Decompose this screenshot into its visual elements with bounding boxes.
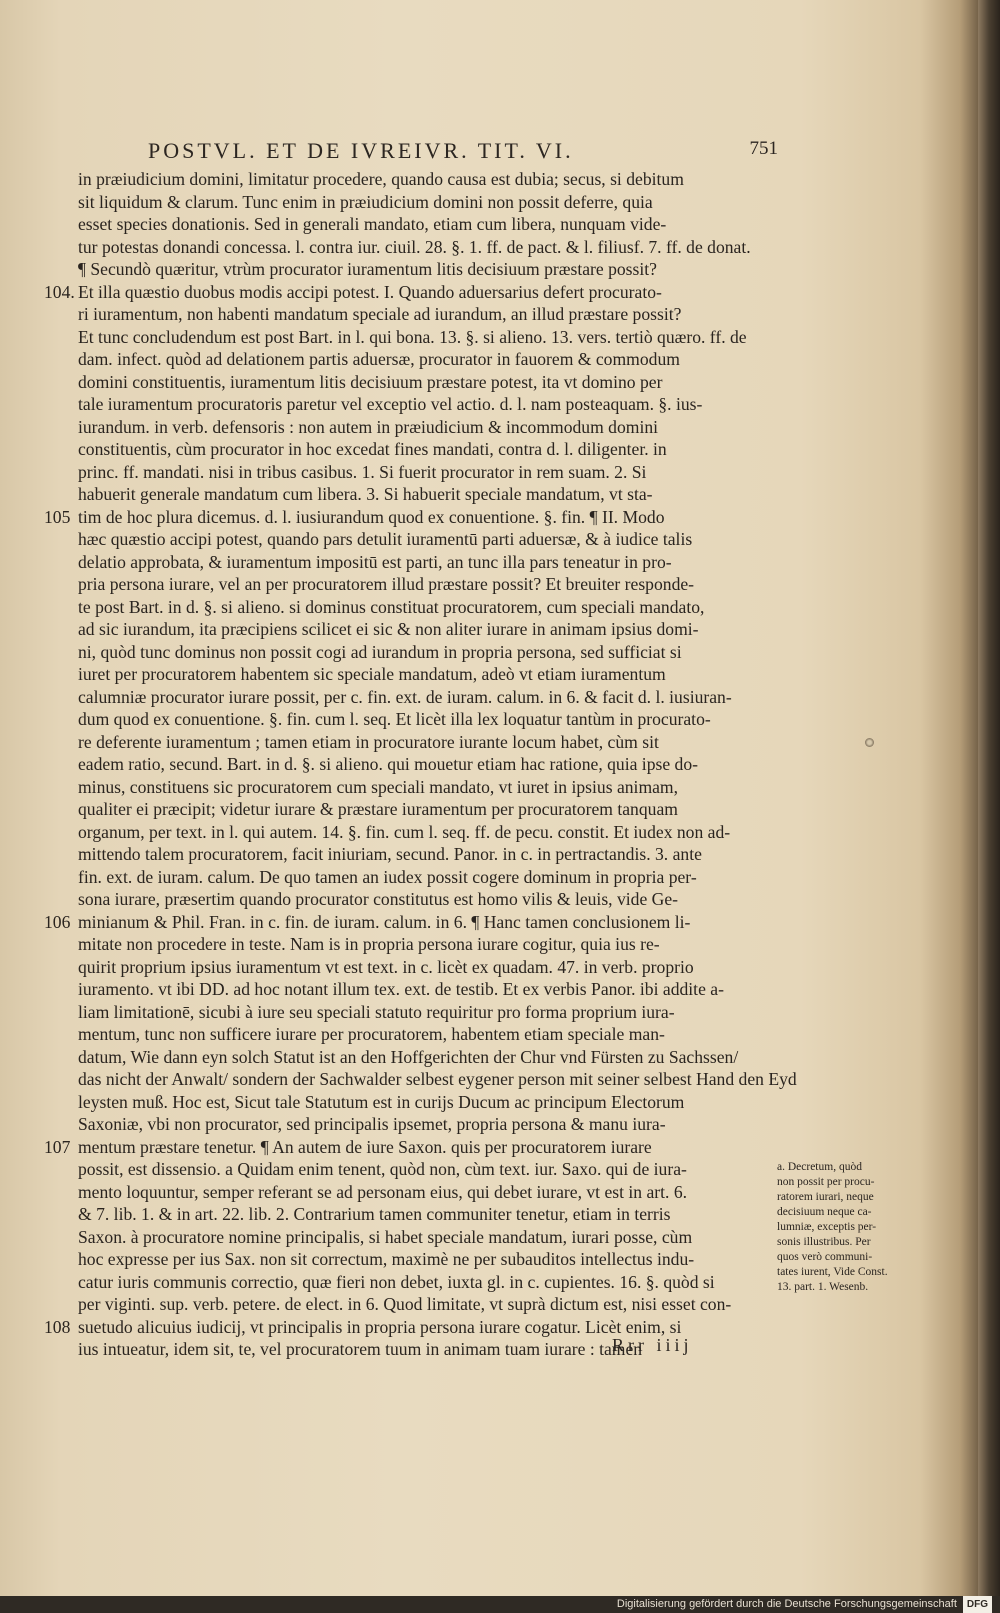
line-text: organum, per text. in l. qui autem. 14. §. fin. cum l. seq. ff. de pecu. constit. Et iudex non ad- — [78, 821, 731, 842]
text-line — [78, 438, 768, 461]
line-text: leysten muß. Hoc est, Sicut tale Statutum est in curijs Ducum ac principum Electorum — [78, 1091, 685, 1112]
text-line — [78, 1248, 768, 1271]
text-line — [78, 798, 768, 821]
text-line — [78, 1113, 768, 1136]
line-text: re deferente iuramentum ; tamen etiam in procuratore iurante locum habet, cùm sit — [78, 731, 659, 752]
text-line — [78, 866, 768, 889]
text-line — [78, 956, 768, 979]
text-line — [78, 213, 768, 236]
line-text: Et illa quæstio duobus modis accipi potest. I. Quando aduersarius defert procurato- — [78, 281, 662, 302]
line-text: Saxoniæ, vbi non procurator, sed principalis ipsemet, propria persona & manu iura- — [78, 1114, 666, 1134]
line-text: Et tunc concludendum est post Bart. in l. qui bona. 13. §. si alieno. 13. vers. tertiò quæro. ff. de — [78, 326, 747, 347]
margin-note-line: 13. part. 1. Wesenb. — [777, 1281, 869, 1293]
line-text: mentum præstare tenetur. ¶ An autem de iure Saxon. quis per procuratorem iurare — [78, 1136, 652, 1157]
text-line — [78, 281, 768, 304]
line-text: minianum & Phil. Fran. in c. fin. de iuram. calum. in 6. ¶ Hanc tamen conclusionem li- — [78, 911, 691, 932]
text-line — [78, 708, 768, 731]
text-line — [78, 236, 768, 259]
line-text: sit liquidum & clarum. Tunc enim in præiudicium domini non possit deferre, quia — [78, 191, 653, 212]
text-line — [78, 911, 768, 934]
text-line — [78, 1181, 768, 1204]
text-line — [78, 191, 768, 214]
line-text: catur iuris communis correctio, quæ fieri non debet, iuxta gl. in c. cupientes. 16. §. quòd si — [78, 1271, 715, 1292]
line-text: hoc expresse per ius Sax. non sit correctum, maximè ne per subauditos intellectus indu- — [78, 1249, 695, 1269]
text-line — [78, 573, 768, 596]
line-text: datum, Wie dann eyn solch Statut ist an den Hoffgerichten der Chur vnd Fürsten zu Sachssen/ — [78, 1046, 739, 1067]
margin-note-line: sonis illustribus. Per — [777, 1236, 871, 1248]
line-text: fin. ext. de iuram. calum. De quo tamen an iudex possit cogere dominum in propria per- — [78, 866, 697, 887]
line-text: pria persona iurare, vel an per procuratorem illud præstare possit? Et breuiter responde- — [78, 574, 695, 594]
text-line — [78, 303, 768, 326]
text-line — [78, 1226, 768, 1249]
text-line — [78, 326, 768, 349]
line-text: dum quod ex conuentione. §. fin. cum l. seq. Et licèt illa lex loquatur tantùm in procurato- — [78, 709, 711, 729]
margin-note-line: a. Decretum, quòd — [777, 1161, 862, 1173]
line-text: mentum, tunc non sufficere iurare per procuratorem, habentem etiam speciale man- — [78, 1024, 665, 1044]
line-text: tim de hoc plura dicemus. d. l. iusiurandum quod ex conuentione. §. fin. ¶ II. Modo — [78, 506, 665, 527]
line-text: Saxon. à procuratore nomine principalis, si habet speciale mandatum, iurari posse, cùm — [78, 1226, 693, 1247]
line-text: hæc quæstio accipi potest, quando pars detulit iuramentū parti aduersæ, & à iudice talis — [78, 529, 693, 549]
line-text: domini constituentis, iuramentum litis decisiuum præstare potest, ita vt domino per — [78, 371, 663, 392]
text-line — [78, 1293, 768, 1316]
line-text: suetudo alicuius iudicij, vt principalis in propria persona iurare cogatur. Licèt enim, si — [78, 1316, 682, 1337]
text-line — [78, 348, 768, 371]
line-text: dam. infect. quòd ad delationem partis aduersæ, procurator in fauorem & commodum — [78, 349, 680, 369]
text-line — [78, 258, 768, 281]
text-line — [78, 978, 768, 1001]
signature-mark: Rrr iiij — [612, 1335, 693, 1355]
text-line — [78, 686, 768, 709]
text-line — [78, 1271, 768, 1294]
line-text: sona iurare, præsertim quando procurator constitutus est homo vilis & leuis, vide Ge- — [78, 889, 679, 909]
running-header — [148, 138, 778, 164]
line-text: eadem ratio, secund. Bart. in d. §. si alieno. qui mouetur etiam hac ratione, quia ipse do- — [78, 754, 698, 774]
line-text: ad sic iurandum, ita præcipiens scilicet ei sic & non aliter iurare in animam ipsius domi- — [78, 619, 699, 639]
margin-note-line: lumniæ, exceptis per- — [777, 1221, 877, 1233]
text-line — [78, 641, 768, 664]
line-text: qualiter ei præcipit; videtur iurare & præstare iuramentum per procuratorem tanquam — [78, 799, 678, 819]
line-text: mittendo talem procuratorem, facit iniuriam, secund. Panor. in c. in pertractandis. 3. ante — [78, 844, 702, 864]
text-line — [78, 888, 768, 911]
text-line — [78, 1001, 768, 1024]
digitization-footer — [0, 1596, 1000, 1613]
text-line — [78, 731, 768, 754]
line-text: constituentis, cùm procurator in hoc excedat fines mandati, contra d. l. diligenter. in — [78, 439, 667, 459]
text-line — [78, 393, 768, 416]
line-text: tur potestas donandi concessa. l. contra iur. ciuil. 28. §. 1. ff. de pact. & l. filiusf. 7. ff. de donat. — [78, 236, 751, 257]
line-text: delatio approbata, & iuramentum impositū est parti, an tunc illa pars teneatur in pro- — [78, 551, 672, 572]
line-text: & 7. lib. 1. & in art. 22. lib. 2. Contrarium tamen communiter tenetur, etiam in terris — [78, 1204, 671, 1224]
text-line — [78, 506, 768, 529]
text-line — [78, 753, 768, 776]
text-line — [78, 1091, 768, 1114]
line-text: ri iuramentum, non habenti mandatum speciale ad iurandum, an illud præstare possit? — [78, 304, 682, 324]
line-text: ¶ Secundò quæritur, vtrùm procurator iuramentum litis decisiuum præstare possit? — [78, 259, 657, 279]
text-line — [78, 416, 768, 439]
folio-number: 751 — [749, 138, 778, 159]
dfg-logo: DFG — [963, 1596, 992, 1613]
text-line — [78, 461, 768, 484]
line-text: mento loquuntur, semper referant se ad personam eius, qui debet iurare, vt est in art. 6. — [78, 1181, 688, 1202]
line-text: das nicht der Anwalt/ sondern der Sachwalder selbest eygener person mit seiner selbest Hand den Eyd — [78, 1069, 797, 1089]
text-line — [78, 663, 768, 686]
line-text: possit, est dissensio. a Quidam enim tenent, quòd non, cùm text. iur. Saxo. qui de iura- — [78, 1159, 687, 1179]
footer-text: Digitalisierung gefördert durch die Deutsche Forschungsgemeinschaft — [616, 1598, 957, 1610]
text-line — [78, 1046, 768, 1069]
text-line — [78, 596, 768, 619]
line-text: minus, constituens sic procuratorem cum speciali mandato, vt iuret in ipsius animam, — [78, 776, 679, 797]
line-text: ius intueatur, idem sit, te, vel procuratorem tuum in animam tuam iurare : tamen — [78, 1339, 643, 1359]
margin-note — [777, 1160, 897, 1295]
text-line — [78, 168, 768, 191]
text-line — [78, 933, 768, 956]
line-text: quirit proprium ipsius iuramentum vt est text. in c. licèt ex quadam. 47. in verb. proprio — [78, 956, 694, 977]
line-text: liam limitationē, sicubi à iure seu speciali statuto requiritur pro forma proprium iura- — [78, 1001, 675, 1022]
text-line — [78, 1136, 768, 1159]
text-line — [78, 1023, 768, 1046]
line-text: te post Bart. in d. §. si alieno. si dominus constituat procuratorem, cum speciali mandato, — [78, 596, 705, 617]
text-line — [78, 371, 768, 394]
text-line — [78, 1203, 768, 1226]
line-text: ni, quòd tunc dominus non possit cogi ad iurandum in propria persona, sed sufficiat si — [78, 641, 682, 662]
margin-note-line: decisiuum neque ca- — [777, 1206, 872, 1218]
main-text-column — [78, 168, 797, 1361]
text-line — [78, 1158, 768, 1181]
paper-spot — [865, 738, 874, 747]
line-text: esset species donationis. Sed in generali mandato, etiam cum libera, nunquam vide- — [78, 214, 667, 234]
margin-note-line: ratorem iurari, neque — [777, 1191, 874, 1203]
line-text: in præiudicium domini, limitatur procedere, quando causa est dubia; secus, si debitum — [78, 169, 684, 189]
line-text: habuerit generale mandatum cum libera. 3. Si habuerit speciale mandatum, vt sta- — [78, 484, 653, 504]
line-text: mitate non procedere in teste. Nam is in propria persona iurare cogitur, quia ius re- — [78, 934, 660, 954]
line-text: tale iuramentum procuratoris paretur vel exceptio vel actio. d. l. nam posteaquam. §. ius- — [78, 394, 703, 414]
line-text: calumniæ procurator iurare possit, per c. fin. ext. de iuram. calum. in 6. & facit d. l. iusiuran- — [78, 686, 732, 707]
line-text: iurandum. in verb. defensoris : non autem in præiudicium & incommodum domini — [78, 416, 659, 437]
text-line — [78, 1068, 797, 1091]
line-text: per viginti. sup. verb. petere. de elect. in 6. Quod limitate, vt suprà dictum est, nisi esset con- — [78, 1294, 732, 1314]
text-line — [78, 821, 768, 844]
text-line — [78, 776, 768, 799]
text-line — [78, 551, 768, 574]
text-line — [78, 483, 768, 506]
line-text: iuret per procuratorem habentem sic speciale mandatum, adeò vt etiam iuramentum — [78, 664, 666, 684]
running-title: POSTVL. ET DE IVREIVR. TIT. VI. — [148, 138, 574, 163]
text-line — [78, 528, 768, 551]
margin-note-line: non possit per procu- — [777, 1176, 875, 1188]
line-text: princ. ff. mandati. nisi in tribus casibus. 1. Si fuerit procurator in rem suam. 2. Si — [78, 461, 647, 482]
text-line — [78, 843, 768, 866]
margin-note-line: tates iurent, Vide Const. — [777, 1266, 888, 1278]
margin-note-line: quos verò communi- — [777, 1251, 873, 1263]
line-text: iuramento. vt ibi DD. ad hoc notant illum tex. ext. de testib. Et ex verbis Panor. ibi addite a- — [78, 979, 724, 999]
text-line — [78, 618, 768, 641]
page-edge — [978, 0, 1000, 1613]
